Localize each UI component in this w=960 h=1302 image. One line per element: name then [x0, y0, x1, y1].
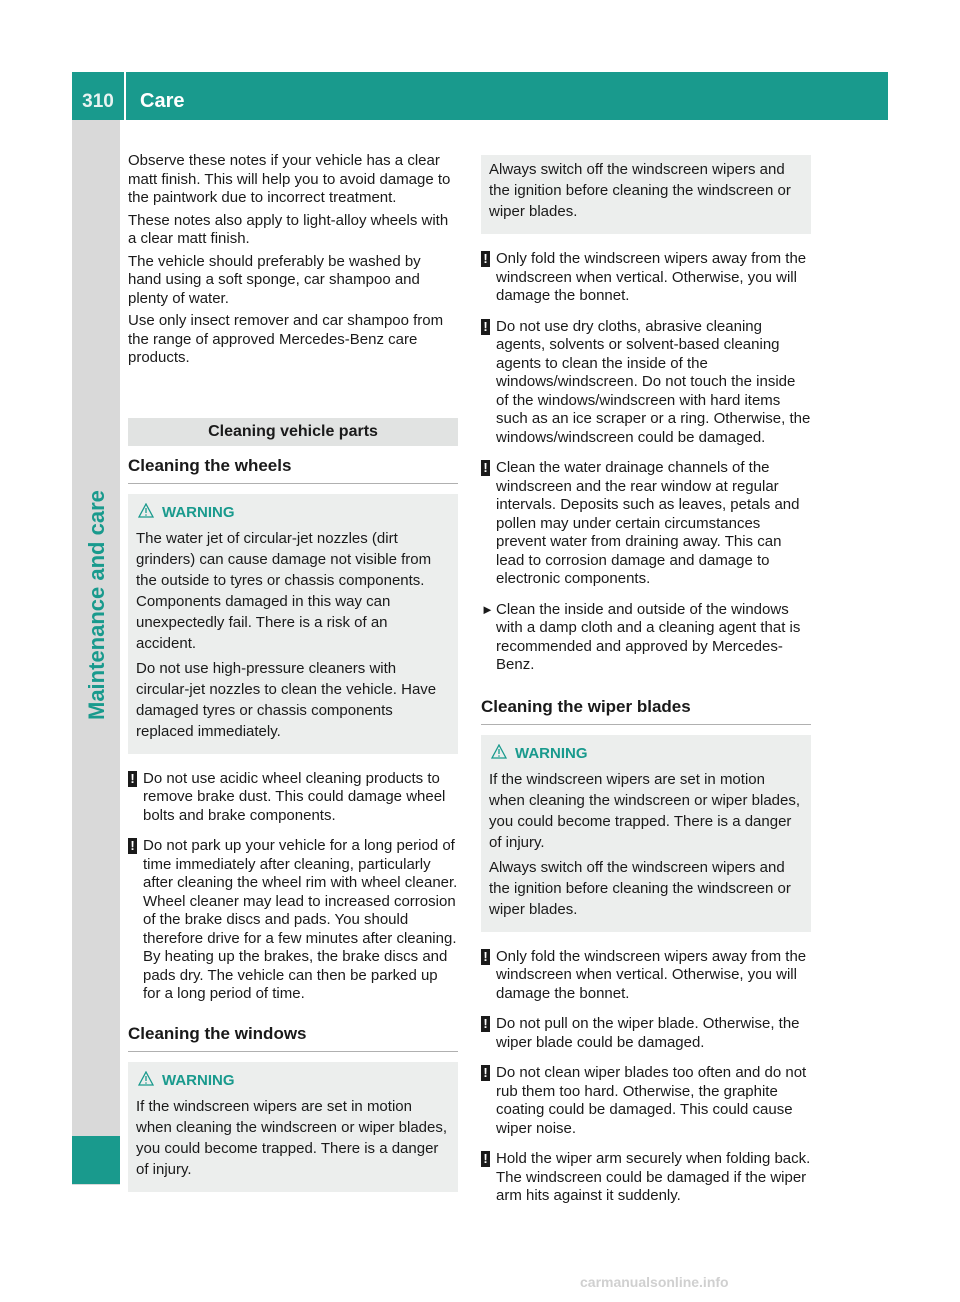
page-header: [72, 72, 888, 120]
note-text: Do not use dry cloths, abrasive cleaning agents, solvents or solvent-based cleaning agents to clean the inside of the windows/windscreen. Do not touch the inside of the windows/windscreen with hard items such as an ice scraper or a ring. Otherwise, the windows/windscreen could be damaged.: [496, 317, 811, 446]
exclamation-icon: !: [481, 319, 490, 335]
right-column: [481, 155, 811, 1218]
note-item: [128, 837, 458, 1004]
page-number: 310: [82, 91, 114, 112]
warning-box: [128, 494, 458, 754]
note-text: Hold the wiper arm securely when folding back. The windscreen could be damaged if the wiper arm hits against it suddenly.: [496, 1150, 811, 1204]
warning-triangle-icon: [136, 503, 156, 522]
note-item: [481, 1150, 811, 1206]
intro-paragraph: Observe these notes if your vehicle has a clear matt finish. This will help you to avoid damage to the paintwork due to incorrect treatment.: [128, 152, 451, 206]
note-item: [481, 459, 811, 589]
chapter-label: Maintenance and care: [84, 490, 109, 720]
note-item: [128, 770, 458, 826]
warning-title: [489, 744, 803, 763]
step-arrow-icon: ►: [481, 601, 494, 617]
warning-text: The water jet of circular-jet nozzles (dirt grinders) can cause damage not visible from the outside to tyres or chassis components. Components damaged in this way can unexpectedly fail. There is a risk of an accident.: [136, 529, 432, 652]
intro-paragraph: Use only insect remover and car shampoo from the range of approved Mercedes-Benz care products.: [128, 312, 444, 366]
warning-text: Do not use high-pressure cleaners with circular-jet nozzles to clean the vehicle. Have damaged tyres or chassis components replaced immediately.: [136, 659, 437, 740]
intro-paragraph: The vehicle should preferably be washed by hand using a soft sponge, car shampoo and plenty of water.: [128, 252, 421, 307]
left-column: [128, 152, 458, 1208]
warning-text: If the windscreen wipers are set in motion when cleaning the windscreen or wiper blades, you could become trapped. There is a danger of injury.: [136, 1097, 448, 1178]
warning-box: [128, 1062, 458, 1192]
note-item: [481, 318, 811, 448]
note-item: [481, 948, 811, 1004]
warning-box-continued: [481, 155, 811, 234]
heading-cleaning-wheels: Cleaning the wheels: [128, 456, 458, 484]
note-text: Only fold the windscreen wipers away from the windscreen when vertical. Otherwise, you will damage the bonnet.: [496, 947, 807, 1002]
warning-text: Always switch off the windscreen wipers and the ignition before cleaning the windscreen or wiper blades.: [489, 161, 791, 220]
note-text: Only fold the windscreen wipers away from the windscreen when vertical. Otherwise, you will damage the bonnet.: [496, 250, 807, 304]
heading-cleaning-wiper-blades: Cleaning the wiper blades: [481, 697, 811, 725]
warning-text: If the windscreen wipers are set in motion when cleaning the windscreen or wiper blades, you could become trapped. There is a danger of injury.: [489, 770, 801, 851]
exclamation-icon: !: [481, 1016, 490, 1032]
exclamation-icon: !: [481, 1065, 490, 1081]
note-item: [481, 250, 811, 306]
warning-label: WARNING: [515, 744, 588, 762]
footer-watermark: carmanualsonline.info: [580, 1274, 729, 1290]
page-title: Care: [140, 90, 185, 112]
warning-label: WARNING: [162, 503, 235, 521]
warning-title: [136, 503, 450, 522]
exclamation-icon: !: [481, 460, 490, 476]
exclamation-icon: !: [128, 838, 137, 854]
chapter-marker: [72, 1136, 120, 1184]
header-divider: [124, 72, 126, 120]
warning-triangle-icon: [489, 744, 509, 763]
warning-title: [136, 1071, 450, 1090]
intro-paragraph: These notes also apply to light-alloy wheels with a clear matt finish.: [128, 211, 449, 247]
heading-cleaning-windows: Cleaning the windows: [128, 1024, 458, 1052]
note-item: [481, 1064, 811, 1138]
warning-triangle-icon: [136, 1071, 156, 1090]
step-text: Clean the inside and outside of the windows with a damp cloth and a cleaning agent that is recommended and approved by Mercedes-Benz.: [496, 600, 801, 673]
note-text: Do not clean wiper blades too often and do not rub them too hard. Otherwise, the graphite coating could be damaged. This could cause wiper noise.: [496, 1064, 807, 1137]
warning-label: WARNING: [162, 1071, 235, 1089]
instruction-step: [481, 601, 811, 675]
note-text: Do not use acidic wheel cleaning products to remove brake dust. This could damage wheel bolts and brake components.: [143, 769, 446, 824]
note-text: Do not park up your vehicle for a long period of time immediately after cleaning, particularly after cleaning the wheel rim with wheel cleaner. Wheel cleaner may lead to increased corrosion of the brake discs and pads. You should therefore drive for a few minutes after cleaning. By heating up the brakes, the brake discs and pads dry. The vehicle can then be parked up for a long period of time.: [143, 837, 458, 1002]
warning-box: [481, 735, 811, 932]
note-text: Clean the water drainage channels of the windscreen and the rear window at regular intervals. Deposits such as leaves, petals and pollen may under certain circumstances prevent water from draining away. This can lead to corrosion damage and damage to electronic components.: [496, 459, 800, 587]
section-title: Cleaning vehicle parts: [128, 418, 458, 446]
warning-text: Always switch off the windscreen wipers and the ignition before cleaning the windscreen or wiper blades.: [489, 858, 791, 918]
exclamation-icon: !: [481, 1151, 490, 1167]
exclamation-icon: !: [481, 251, 490, 267]
exclamation-icon: !: [128, 771, 137, 787]
note-text: Do not pull on the wiper blade. Otherwise, the wiper blade could be damaged.: [496, 1015, 800, 1051]
note-item: [481, 1015, 811, 1052]
exclamation-icon: !: [481, 949, 490, 965]
